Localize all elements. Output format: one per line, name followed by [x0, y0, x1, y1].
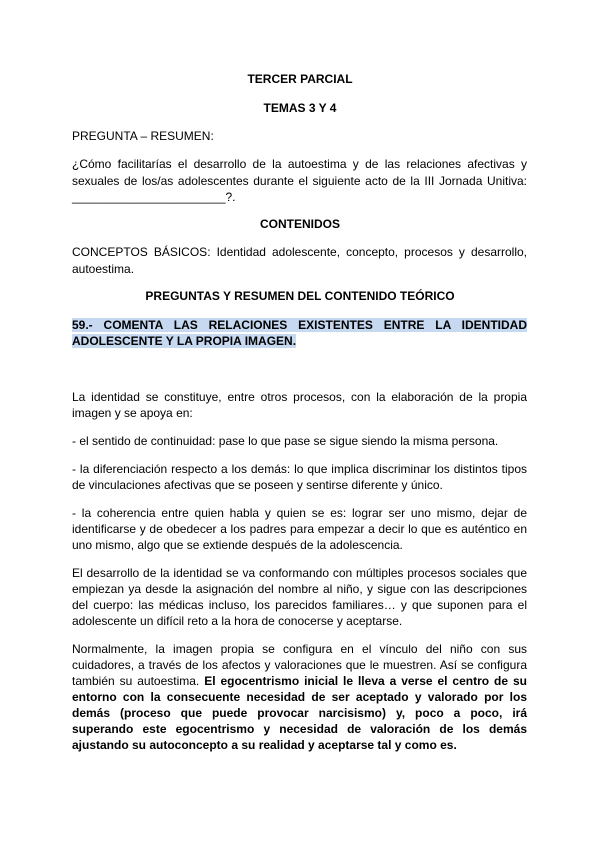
paragraph-1-line-2: imagen y se apoya en:	[72, 406, 193, 420]
paragraph-5-line-2: empiezan ya desde la asignación del nombre al niño, y sigue con las descripciones	[72, 582, 527, 596]
paragraph-4-line-3: uno mismo, algo que se extiende después de la adolescencia.	[72, 538, 403, 552]
paragraph-5-line-3: del cuerpo: las médicas incluso, los parecidos familiares… y que suponen para el	[72, 598, 527, 612]
document-title: TERCER PARCIAL	[247, 72, 353, 86]
document-subtitle: TEMAS 3 Y 4	[263, 101, 337, 115]
contenidos-line-2: autoestima.	[72, 262, 135, 276]
question-59-line-2: ADOLESCENTE Y LA PROPIA IMAGEN.	[72, 334, 297, 348]
paragraph-4-line-2: identificarse y de obedecer a los padres para empezar a decir lo que es auténtico en	[72, 522, 527, 536]
paragraph-3-line-1: - la diferenciación respecto a los demás: lo que implica discriminar los distintos tipos	[72, 462, 527, 476]
paragraph-6-line-3-bold: El egocentrismo inicial le lleva a verse el centro de su	[204, 674, 527, 688]
paragraph-4-line-1: - la coherencia entre quien habla y quien se es: lograr ser uno mismo, dejar de	[72, 506, 527, 520]
pregunta-line-3: _______________________?.	[72, 190, 236, 204]
contenidos-line-1: CONCEPTOS BÁSICOS: Identidad adolescente, concepto, procesos y desarrollo,	[72, 245, 527, 259]
pregunta-line-2: sexuales de los/as adolescentes durante el siguiente acto de la III Jornada Unitiva:	[72, 174, 527, 188]
paragraph-6-line-7: ajustando su autoconcepto a su realidad y aceptarse tal y como es.	[72, 738, 457, 752]
question-59-line-1: 59.- COMENTA LAS RELACIONES EXISTENTES ENTRE LA IDENTIDAD	[72, 318, 527, 332]
preguntas-heading: PREGUNTAS Y RESUMEN DEL CONTENIDO TEÓRICO	[145, 289, 455, 303]
paragraph-3-line-2: de vinculaciones afectivas que se poseen y sentirse diferente y único.	[72, 478, 443, 492]
paragraph-2: - el sentido de continuidad: pase lo que pase se sigue siendo la misma persona.	[72, 434, 499, 448]
paragraph-6-line-3-normal: también su autoestima.	[72, 674, 200, 688]
paragraph-6-line-1: Normalmente, la imagen propia se configura en el vínculo del niño con sus	[72, 642, 527, 656]
paragraph-6-line-2: cuidadores, a través de los afectos y valoraciones que le muestren. Así se configura	[72, 658, 527, 672]
pregunta-label: PREGUNTA – RESUMEN:	[72, 129, 214, 143]
paragraph-6-line-6: superando este egocentrismo y necesidad de valoración de los demás	[72, 722, 527, 736]
paragraph-1-line-1: La identidad se constituye, entre otros procesos, con la elaboración de la propia	[72, 390, 527, 404]
paragraph-5-line-4: adolescente un difícil reto a la hora de conocerse y aceptarse.	[72, 614, 403, 628]
paragraph-6-line-5: demás (proceso que puede provocar narcisismo) y, poco a poco, irá	[72, 706, 527, 720]
paragraph-6-line-4: entorno con la consecuente necesidad de ser aceptado y valorado por los	[72, 690, 527, 704]
contenidos-heading: CONTENIDOS	[259, 217, 340, 231]
paragraph-5-line-1: El desarrollo de la identidad se va conformando con múltiples procesos sociales que	[72, 566, 527, 580]
pregunta-line-1: ¿Cómo facilitarías el desarrollo de la autoestima y de las relaciones afectivas y	[72, 157, 527, 171]
paragraph-6-line-3	[72, 673, 527, 690]
